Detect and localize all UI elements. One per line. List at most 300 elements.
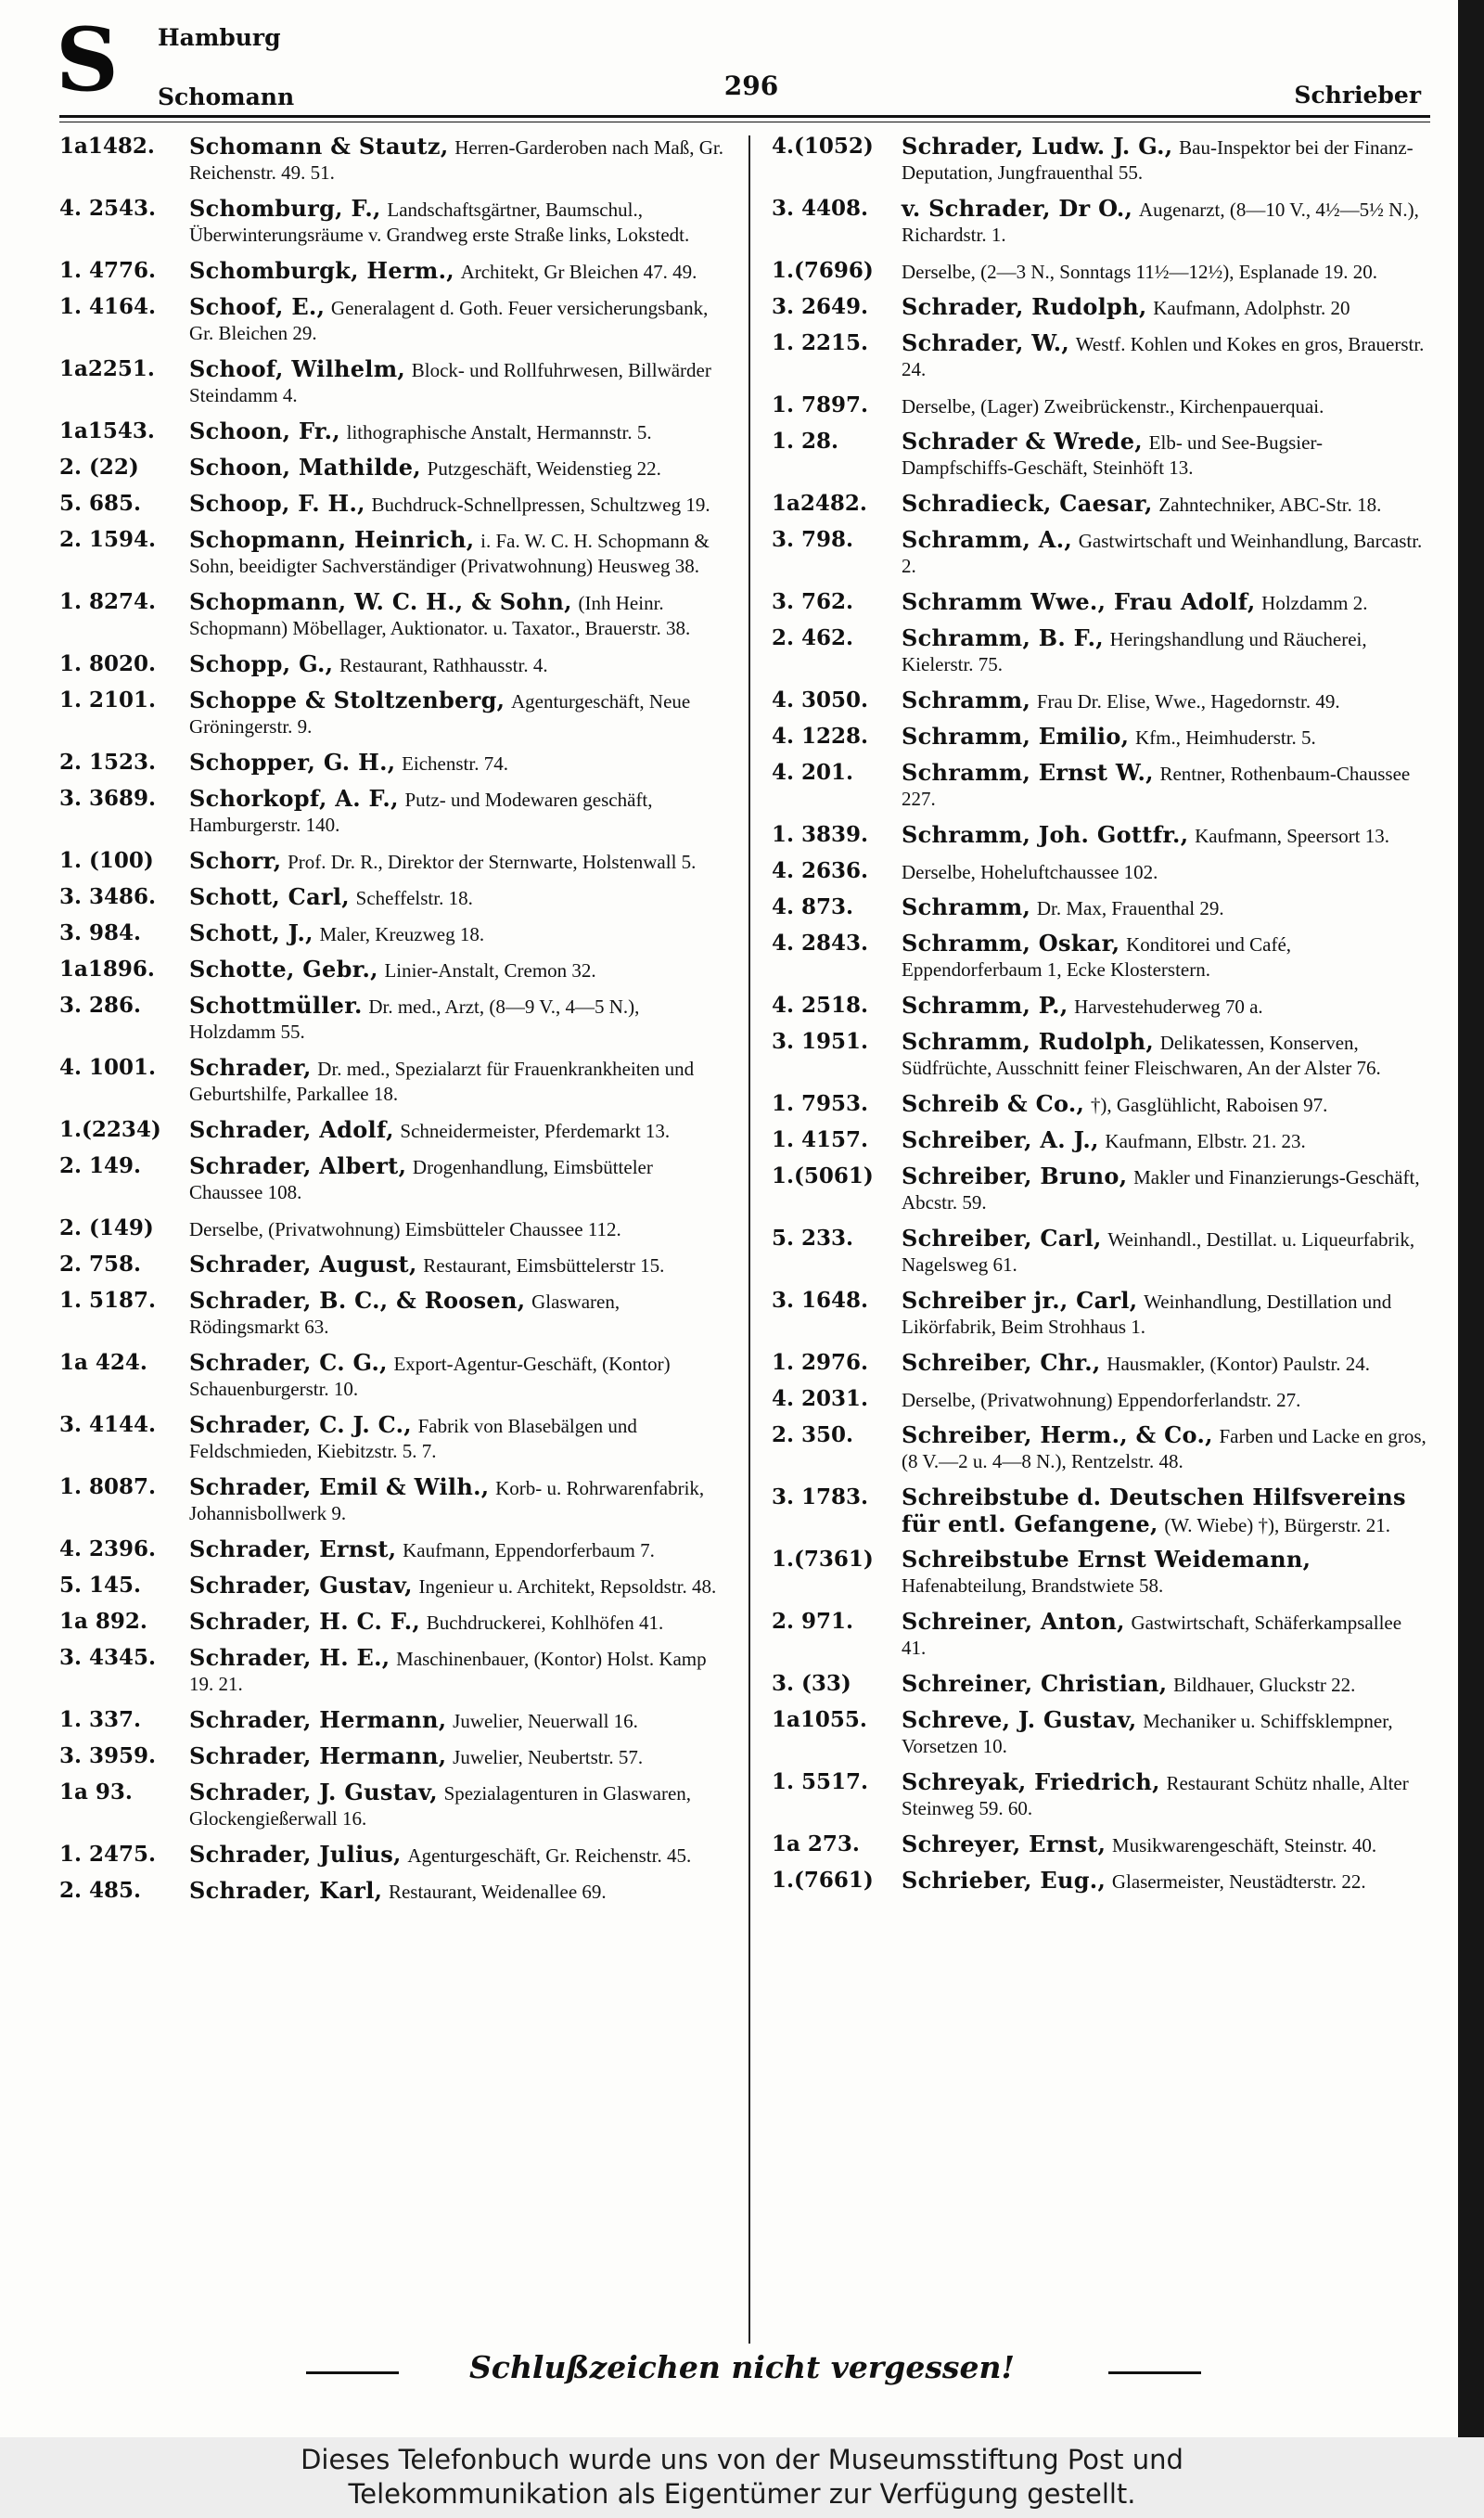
phone-number: 4. 2543. <box>59 196 157 221</box>
subscriber-details: Harvestehuderweg 70 a. <box>1074 996 1263 1018</box>
subscriber-name: Schreibstube Ernst Weidemann, <box>902 1547 1311 1573</box>
subscriber-name: Schoon, Fr., <box>189 418 340 444</box>
entry-body <box>902 1831 1377 1857</box>
subscriber-details: Architekt, Gr Bleichen 47. 49. <box>460 261 697 283</box>
directory-entry <box>772 1671 1426 1707</box>
subscriber-details: Buchdruck-Schnellpressen, Schultzweg 19. <box>371 494 710 516</box>
subscriber-name: Schreib & Co., <box>902 1091 1085 1117</box>
directory-entry <box>59 920 727 957</box>
directory-entry <box>772 1831 1426 1868</box>
subscriber-details: Derselbe, (2—3 N., Sonntags 11½—12½), Esplanade 19. 20. <box>902 261 1378 283</box>
directory-entry <box>59 196 727 258</box>
subscriber-name: v. Schrader, Dr O., <box>902 196 1133 222</box>
directory-entry <box>59 884 727 920</box>
phone-number: 2. 462. <box>772 625 854 650</box>
subscriber-name: Schreiber, Carl, <box>902 1226 1102 1252</box>
entry-body <box>902 1769 1409 1819</box>
entry-body <box>189 1743 644 1769</box>
page-number: 296 <box>723 71 779 101</box>
subscriber-details: Agenturgeschäft, Gr. Reichenstr. 45. <box>407 1844 692 1867</box>
subscriber-name: Schoof, Wilhelm, <box>189 356 406 382</box>
subscriber-name: Schott, Carl, <box>189 884 350 910</box>
subscriber-name: Schrader, Emil & Wilh., <box>189 1474 490 1500</box>
directory-entry <box>772 760 1426 822</box>
directory-entry <box>59 1412 727 1474</box>
header-rule <box>59 115 1430 118</box>
subscriber-name: Schreibstube d. Deutschen Hilfsvereins für entl. Gefangene, <box>902 1484 1406 1537</box>
phone-number: 2. 1594. <box>59 527 157 552</box>
subscriber-name: Schrader, Ernst, <box>189 1536 397 1562</box>
subscriber-details: Kaufmann, Adolphstr. 20 <box>1153 297 1350 319</box>
entry-body <box>189 752 508 775</box>
subscriber-details: Bau-Inspektor bei der Finanz-Deputation, Jungfrauenthal 55. <box>902 136 1414 184</box>
entry-body <box>902 861 1158 883</box>
subscriber-name: Schramm, A., <box>902 527 1073 553</box>
phone-number: 1a1896. <box>59 957 155 982</box>
entry-body <box>189 1779 692 1830</box>
phone-number: 2. 971. <box>772 1609 854 1634</box>
entry-body <box>902 196 1419 246</box>
subscriber-details: Frau Dr. Elise, Wwe., Hagedornstr. 49. <box>1036 690 1340 713</box>
subscriber-details: Kaufmann, Eppendorferbaum 7. <box>403 1539 655 1561</box>
directory-entry <box>59 1474 727 1536</box>
directory-entry <box>772 993 1426 1029</box>
directory-entry <box>59 957 727 993</box>
phone-number: 3. 4144. <box>59 1412 157 1437</box>
notice-line-2: Telekommunikation als Eigentümer zur Verfügung gestellt. <box>348 2478 1136 2510</box>
phone-number: 4. 2396. <box>59 1536 157 1561</box>
header-city: Hamburg <box>158 24 281 51</box>
directory-entry <box>772 1163 1426 1226</box>
directory-entry <box>772 1386 1426 1422</box>
subscriber-name: Schrader, C. G., <box>189 1350 388 1376</box>
subscriber-details: Mechaniker u. Schiffsklempner, Vorsetzen 10. <box>902 1710 1393 1757</box>
phone-number: 1. 8087. <box>59 1474 157 1499</box>
notice-line-1: Dieses Telefonbuch wurde uns von der Museumsstiftung Post und <box>301 2444 1183 2475</box>
footer-rule-right <box>1108 2371 1201 2374</box>
subscriber-details: Juwelier, Neubertstr. 57. <box>453 1746 644 1768</box>
entry-body <box>189 1288 620 1338</box>
directory-entry <box>59 1536 727 1573</box>
phone-number: 3. 1648. <box>772 1288 869 1313</box>
subscriber-name: Schoop, F. H., <box>189 491 365 517</box>
directory-entry <box>772 724 1426 760</box>
entry-body <box>902 687 1340 713</box>
phone-number: 3. 1951. <box>772 1029 869 1054</box>
directory-entry <box>772 858 1426 894</box>
directory-entry <box>772 134 1426 196</box>
subscriber-details: lithographische Anstalt, Hermannstr. 5. <box>346 421 652 443</box>
directory-entry <box>59 527 727 589</box>
subscriber-details: Juwelier, Neuerwall 16. <box>453 1710 638 1732</box>
subscriber-details: Prof. Dr. R., Direktor der Sternwarte, Holstenwall 5. <box>288 851 697 873</box>
subscriber-details: Fabrik von Blasebälgen und Feldschmieden, Kiebitzstr. 5. 7. <box>189 1415 637 1462</box>
phone-number: 1.(2234) <box>59 1117 161 1142</box>
directory-entry <box>59 1350 727 1412</box>
entry-body <box>902 261 1377 283</box>
subscriber-details: Block- und Rollfuhrwesen, Billwärder Steindamm 4. <box>189 359 711 406</box>
entry-body <box>902 760 1411 810</box>
directory-entry <box>59 687 727 750</box>
subscriber-name: Schreve, J. Gustav, <box>902 1707 1137 1733</box>
phone-number: 1.(7361) <box>772 1547 874 1572</box>
phone-number: 1. 8274. <box>59 589 157 614</box>
directory-entry <box>59 1842 727 1878</box>
subscriber-name: Schorr, <box>189 848 282 874</box>
phone-number: 4. 201. <box>772 760 854 785</box>
subscriber-details: Heringshandlung und Räucherei, Kielerstr. 75. <box>902 628 1367 675</box>
directory-entry <box>772 527 1426 589</box>
directory-entry <box>59 1743 727 1779</box>
subscriber-details: Agenturgeschäft, Neue Gröningerstr. 9. <box>189 690 691 738</box>
entry-body <box>902 589 1368 615</box>
subscriber-details: (W. Wiebe) †), Bürgerstr. 21. <box>1164 1514 1391 1536</box>
subscriber-name: Schramm, Ernst W., <box>902 760 1154 786</box>
directory-entry <box>772 894 1426 931</box>
entry-body <box>189 491 710 517</box>
subscriber-details: Maschinenbauer, (Kontor) Holst. Kamp 19. 21. <box>189 1648 707 1695</box>
phone-number: 1a1482. <box>59 134 155 159</box>
phone-number: 3. 984. <box>59 920 142 945</box>
directory-entry <box>59 356 727 418</box>
subscriber-details: Putz- und Modewaren geschäft, Hamburgerstr. 140. <box>189 789 653 836</box>
entry-body <box>902 1228 1414 1276</box>
subscriber-name: Schreiber jr., Carl, <box>902 1288 1138 1314</box>
phone-number: 3. 4345. <box>59 1645 157 1670</box>
phone-number: 3. (33) <box>772 1671 851 1696</box>
subscriber-name: Schramm, B. F., <box>902 625 1104 651</box>
phone-number: 5. 685. <box>59 491 142 516</box>
subscriber-name: Schreiber, Herm., & Co., <box>902 1422 1213 1448</box>
subscriber-name: Schrader, Hermann, <box>189 1743 447 1769</box>
entry-body <box>902 294 1350 320</box>
subscriber-details: †), Gasglühlicht, Raboisen 97. <box>1090 1094 1328 1116</box>
directory-entry <box>59 134 727 196</box>
subscriber-name: Schrader, B. C., & Roosen, <box>189 1288 526 1314</box>
subscriber-details: Derselbe, (Privatwohnung) Eppendorferlandstr. 27. <box>902 1389 1301 1411</box>
subscriber-details: Weinhandlung, Destillation und Likörfabrik, Beim Strohhaus 1. <box>902 1291 1392 1338</box>
subscriber-name: Schreiner, Anton, <box>902 1609 1125 1635</box>
entry-body <box>189 1575 716 1598</box>
phone-number: 2. 1523. <box>59 750 157 775</box>
subscriber-name: Schopp, G., <box>189 651 334 677</box>
entry-body <box>902 1707 1393 1757</box>
entry-body <box>902 1484 1406 1537</box>
phone-number: 1. 5187. <box>59 1288 157 1313</box>
directory-entry <box>772 1350 1426 1386</box>
entry-body <box>189 1609 664 1635</box>
entry-body <box>902 993 1263 1019</box>
entry-body <box>189 1707 638 1733</box>
entry-body <box>902 822 1390 848</box>
directory-entry <box>772 1288 1426 1350</box>
entry-body <box>189 959 596 982</box>
column-divider <box>748 135 750 2344</box>
phone-number: 4. 873. <box>772 894 854 919</box>
phone-number: 1. 2101. <box>59 687 157 713</box>
directory-entry <box>772 330 1426 392</box>
phone-number: 1a1055. <box>772 1707 867 1732</box>
phone-number: 1.(5061) <box>772 1163 874 1188</box>
directory-entry <box>772 392 1426 429</box>
entry-body <box>189 589 691 639</box>
phone-number: 2. 758. <box>59 1252 142 1277</box>
phone-number: 1a2482. <box>772 491 867 516</box>
directory-entry <box>772 1484 1426 1547</box>
subscriber-details: Restaurant, Eimsbüttelerstr 15. <box>423 1254 665 1277</box>
entry-body <box>189 993 640 1043</box>
directory-entry <box>59 1252 727 1288</box>
subscriber-details: Weinhandl., Destillat. u. Liqueurfabrik, Nagelsweg 61. <box>902 1228 1415 1276</box>
directory-entry <box>772 822 1426 858</box>
subscriber-name: Schreiber, A. J., <box>902 1127 1099 1153</box>
directory-entry <box>772 1091 1426 1127</box>
entry-body <box>902 1870 1366 1893</box>
subscriber-name: Schreiner, Christian, <box>902 1671 1168 1697</box>
subscriber-name: Schrader, August, <box>189 1252 417 1278</box>
subscriber-details: Derselbe, (Lager) Zweibrückenstr., Kirchenpauerquai. <box>902 395 1324 418</box>
directory-entry <box>59 455 727 491</box>
entry-body <box>189 457 661 480</box>
entry-body <box>189 136 723 184</box>
subscriber-name: Schreyak, Friedrich, <box>902 1769 1160 1795</box>
entry-body <box>189 651 548 677</box>
header-first-name: Schomann <box>158 84 295 110</box>
entry-body <box>902 431 1323 479</box>
entry-body <box>902 726 1316 749</box>
right-column <box>772 134 1426 1904</box>
entry-body <box>189 1117 671 1143</box>
entry-body <box>902 136 1414 184</box>
entry-body <box>189 1645 707 1695</box>
subscriber-name: Schramm, Oskar, <box>902 931 1120 957</box>
phone-number: 1. 2215. <box>772 330 869 355</box>
header-last-name: Schrieber <box>1294 82 1421 109</box>
directory-entry <box>59 491 727 527</box>
entry-body <box>189 1218 621 1240</box>
directory-entry <box>772 1029 1426 1091</box>
subscriber-details: Makler und Finanzierungs-Geschäft, Abcstr. 59. <box>902 1166 1420 1214</box>
phone-number: 2. (22) <box>59 455 139 480</box>
phone-number: 4. 1228. <box>772 724 869 749</box>
entry-body <box>902 1127 1306 1153</box>
directory-entry <box>59 848 727 884</box>
entry-body <box>902 330 1425 380</box>
directory-entry <box>59 750 727 786</box>
phone-number: 1a2251. <box>59 356 155 381</box>
directory-entry <box>59 1153 727 1215</box>
subscriber-details: Delikatessen, Konserven, Südfrüchte, Ausschnitt feiner Fleischwaren, An der Alster 76. <box>902 1032 1381 1079</box>
directory-entry <box>772 1769 1426 1831</box>
entry-body <box>902 395 1324 418</box>
entry-body <box>189 1878 607 1904</box>
phone-number: 2. 485. <box>59 1878 142 1903</box>
subscriber-details: Kaufmann, Elbstr. 21. 23. <box>1105 1130 1306 1152</box>
subscriber-details: Holzdamm 2. <box>1261 592 1368 614</box>
subscriber-details: Hafenabteilung, Brandstwiete 58. <box>902 1574 1164 1597</box>
entry-body <box>189 258 697 284</box>
directory-entry <box>772 429 1426 491</box>
subscriber-name: Schrader, <box>189 1055 312 1081</box>
phone-number: 3. 3959. <box>59 1743 157 1768</box>
entry-body <box>902 1091 1328 1117</box>
directory-entry <box>59 1779 727 1842</box>
directory-entry <box>59 258 727 294</box>
directory-entry <box>772 1547 1426 1609</box>
directory-entry <box>59 1117 727 1153</box>
phone-number: 3. 286. <box>59 993 142 1018</box>
entry-body <box>902 1609 1402 1659</box>
subscriber-name: Schotte, Gebr., <box>189 957 378 983</box>
phone-number: 2. (149) <box>59 1215 154 1240</box>
directory-entry <box>59 418 727 455</box>
subscriber-name: Schramm, Joh. Gottfr., <box>902 822 1189 848</box>
subscriber-details: Dr. Max, Frauenthal 29. <box>1036 897 1224 919</box>
directory-entry <box>772 1127 1426 1163</box>
phone-number: 1a 273. <box>772 1831 860 1856</box>
phone-number: 3. 3689. <box>59 786 157 811</box>
entry-body <box>902 491 1382 517</box>
entry-body <box>189 786 653 836</box>
phone-number: 1. 4157. <box>772 1127 869 1152</box>
subscriber-name: Schreiber, Chr., <box>902 1350 1101 1376</box>
directory-entry <box>59 1707 727 1743</box>
section-letter: S <box>56 9 119 111</box>
entry-body <box>189 1536 655 1562</box>
directory-entry <box>772 931 1426 993</box>
phone-number: 1.(7696) <box>772 258 874 283</box>
phone-number: 4. 2518. <box>772 993 869 1018</box>
subscriber-name: Schopmann, Heinrich, <box>189 527 475 553</box>
subscriber-details: Kaufmann, Speersort 13. <box>1195 825 1390 847</box>
phone-number: 4. 2031. <box>772 1386 869 1411</box>
subscriber-name: Schrader, Rudolph, <box>902 294 1147 320</box>
entry-body <box>189 1153 653 1203</box>
phone-number: 1. 3839. <box>772 822 869 847</box>
subscriber-details: Ingenieur u. Architekt, Repsoldstr. 48. <box>418 1575 717 1598</box>
phone-number: 1. 2976. <box>772 1350 869 1375</box>
subscriber-details: Linier-Anstalt, Cremon 32. <box>384 959 596 982</box>
footer-slogan: Schlußzeichen nicht vergessen! <box>469 2349 1015 2385</box>
subscriber-name: Schramm, Rudolph, <box>902 1029 1155 1055</box>
phone-number: 1. 2475. <box>59 1842 157 1867</box>
subscriber-details: Zahntechniker, ABC-Str. 18. <box>1158 494 1382 516</box>
directory-entry <box>59 786 727 848</box>
entry-body <box>189 1055 695 1105</box>
directory-entry <box>772 258 1426 294</box>
subscriber-details: Maler, Kreuzweg 18. <box>319 923 485 945</box>
phone-number: 3. 1783. <box>772 1484 869 1510</box>
directory-entry <box>59 1215 727 1252</box>
entry-body <box>189 1254 664 1277</box>
subscriber-details: Rentner, Rothenbaum-Chaussee 227. <box>902 763 1411 810</box>
entry-body <box>189 527 710 577</box>
subscriber-name: Schreiber, Bruno, <box>902 1163 1128 1189</box>
subscriber-details: Augenarzt, (8—10 V., 4½—5½ N.), Richardstr. 1. <box>902 199 1419 246</box>
subscriber-details: Elb- und See-Bugsier-Dampfschiffs-Geschäft, Steinhöft 13. <box>902 431 1324 479</box>
entry-body <box>189 1474 705 1524</box>
subscriber-name: Schrader, Albert, <box>189 1153 407 1179</box>
subscriber-details: Restaurant, Rathhausstr. 4. <box>339 654 548 676</box>
subscriber-name: Schrader, H. E., <box>189 1645 390 1671</box>
subscriber-details: Herren-Garderoben nach Maß, Gr. Reichenstr. 49. 51. <box>189 136 723 184</box>
subscriber-name: Schomburg, F., <box>189 196 381 222</box>
subscriber-details: Westf. Kohlen und Kokes en gros, Brauerstr. 24. <box>902 333 1425 380</box>
phone-number: 3. 2649. <box>772 294 869 319</box>
phone-number: 3. 798. <box>772 527 854 552</box>
subscriber-name: Schoon, Mathilde, <box>189 455 421 481</box>
directory-entry <box>772 1609 1426 1671</box>
entry-body <box>189 294 709 344</box>
entry-body <box>902 1549 1311 1597</box>
subscriber-details: Derselbe, Hoheluftchaussee 102. <box>902 861 1158 883</box>
directory-entry <box>772 1707 1426 1769</box>
phone-number: 2. 350. <box>772 1422 854 1447</box>
entry-body <box>189 418 652 444</box>
entry-body <box>189 356 711 406</box>
subscriber-details: Korb- u. Rohrwarenfabrik, Johannisbollwerk 9. <box>189 1477 705 1524</box>
phone-number: 3. 762. <box>772 589 854 614</box>
phone-number: 1. 7953. <box>772 1091 869 1116</box>
subscriber-name: Schrader, Adolf, <box>189 1117 394 1143</box>
subscriber-name: Schrader, C. J. C., <box>189 1412 412 1438</box>
directory-entry <box>59 1878 727 1914</box>
subscriber-details: (Inh Heinr. Schopmann) Möbellager, Auktionator. u. Taxator., Brauerstr. 38. <box>189 592 691 639</box>
directory-entry <box>772 1868 1426 1904</box>
directory-entry <box>59 1645 727 1707</box>
entry-body <box>902 625 1367 675</box>
subscriber-details: Landschaftsgärtner, Baumschul., Überwinterungsräume v. Grandweg erste Straße links, Lokstedt. <box>189 199 690 246</box>
entry-body <box>189 848 697 874</box>
subscriber-name: Schrader, H. C. F., <box>189 1609 421 1635</box>
entry-body <box>902 894 1224 920</box>
phone-number: 1. 8020. <box>59 651 157 676</box>
subscriber-details: Scheffelstr. 18. <box>355 887 473 909</box>
phone-number: 5. 233. <box>772 1226 854 1251</box>
subscriber-name: Schrader & Wrede, <box>902 429 1143 455</box>
phone-number: 5. 145. <box>59 1573 142 1598</box>
subscriber-details: Export-Agentur-Geschäft, (Kontor) Schauenburgerstr. 10. <box>189 1353 671 1400</box>
phone-number: 1. 337. <box>59 1707 142 1732</box>
phone-number: 1a 93. <box>59 1779 133 1805</box>
entry-body <box>902 1350 1371 1376</box>
subscriber-details: Schneidermeister, Pferdemarkt 13. <box>400 1120 671 1142</box>
entry-body <box>902 1029 1381 1079</box>
phone-number: 3. 4408. <box>772 196 869 221</box>
subscriber-details: Derselbe, (Privatwohnung) Eimsbütteler Chaussee 112. <box>189 1218 621 1240</box>
subscriber-details: Farben und Lacke en gros, (8 V.—2 u. 4—8 N.), Rentzelstr. 48. <box>902 1425 1426 1472</box>
subscriber-name: Schomburgk, Herm., <box>189 258 454 284</box>
subscriber-details: Konditorei und Café, Eppendorferbaum 1, Ecke Klosterstern. <box>902 933 1292 981</box>
subscriber-name: Schomann & Stautz, <box>189 134 449 160</box>
entry-body <box>902 1389 1300 1411</box>
phone-number: 1.(7661) <box>772 1868 874 1893</box>
directory-entry <box>772 294 1426 330</box>
phone-number: 4. 1001. <box>59 1055 157 1080</box>
directory-entry <box>772 625 1426 687</box>
subscriber-name: Schottmüller. <box>189 993 363 1019</box>
subscriber-name: Schoppe & Stoltzenberg, <box>189 687 505 713</box>
entry-body <box>902 933 1291 981</box>
phone-number: 4. 2843. <box>772 931 869 956</box>
subscriber-details: Restaurant Schütz nhalle, Alter Steinweg 59. 60. <box>902 1772 1409 1819</box>
subscriber-details: i. Fa. W. C. H. Schopmann & Sohn, beeidigter Sachverständiger (Privatwohnung) Heusweg 38. <box>189 530 710 577</box>
subscriber-details: Kfm., Heimhuderstr. 5. <box>1134 726 1316 749</box>
subscriber-details: Hausmakler, (Kontor) Paulstr. 24. <box>1107 1353 1371 1375</box>
directory-entry <box>772 1422 1426 1484</box>
left-column <box>59 134 727 1914</box>
subscriber-details: Buchdruckerei, Kohlhöfen 41. <box>426 1612 664 1634</box>
